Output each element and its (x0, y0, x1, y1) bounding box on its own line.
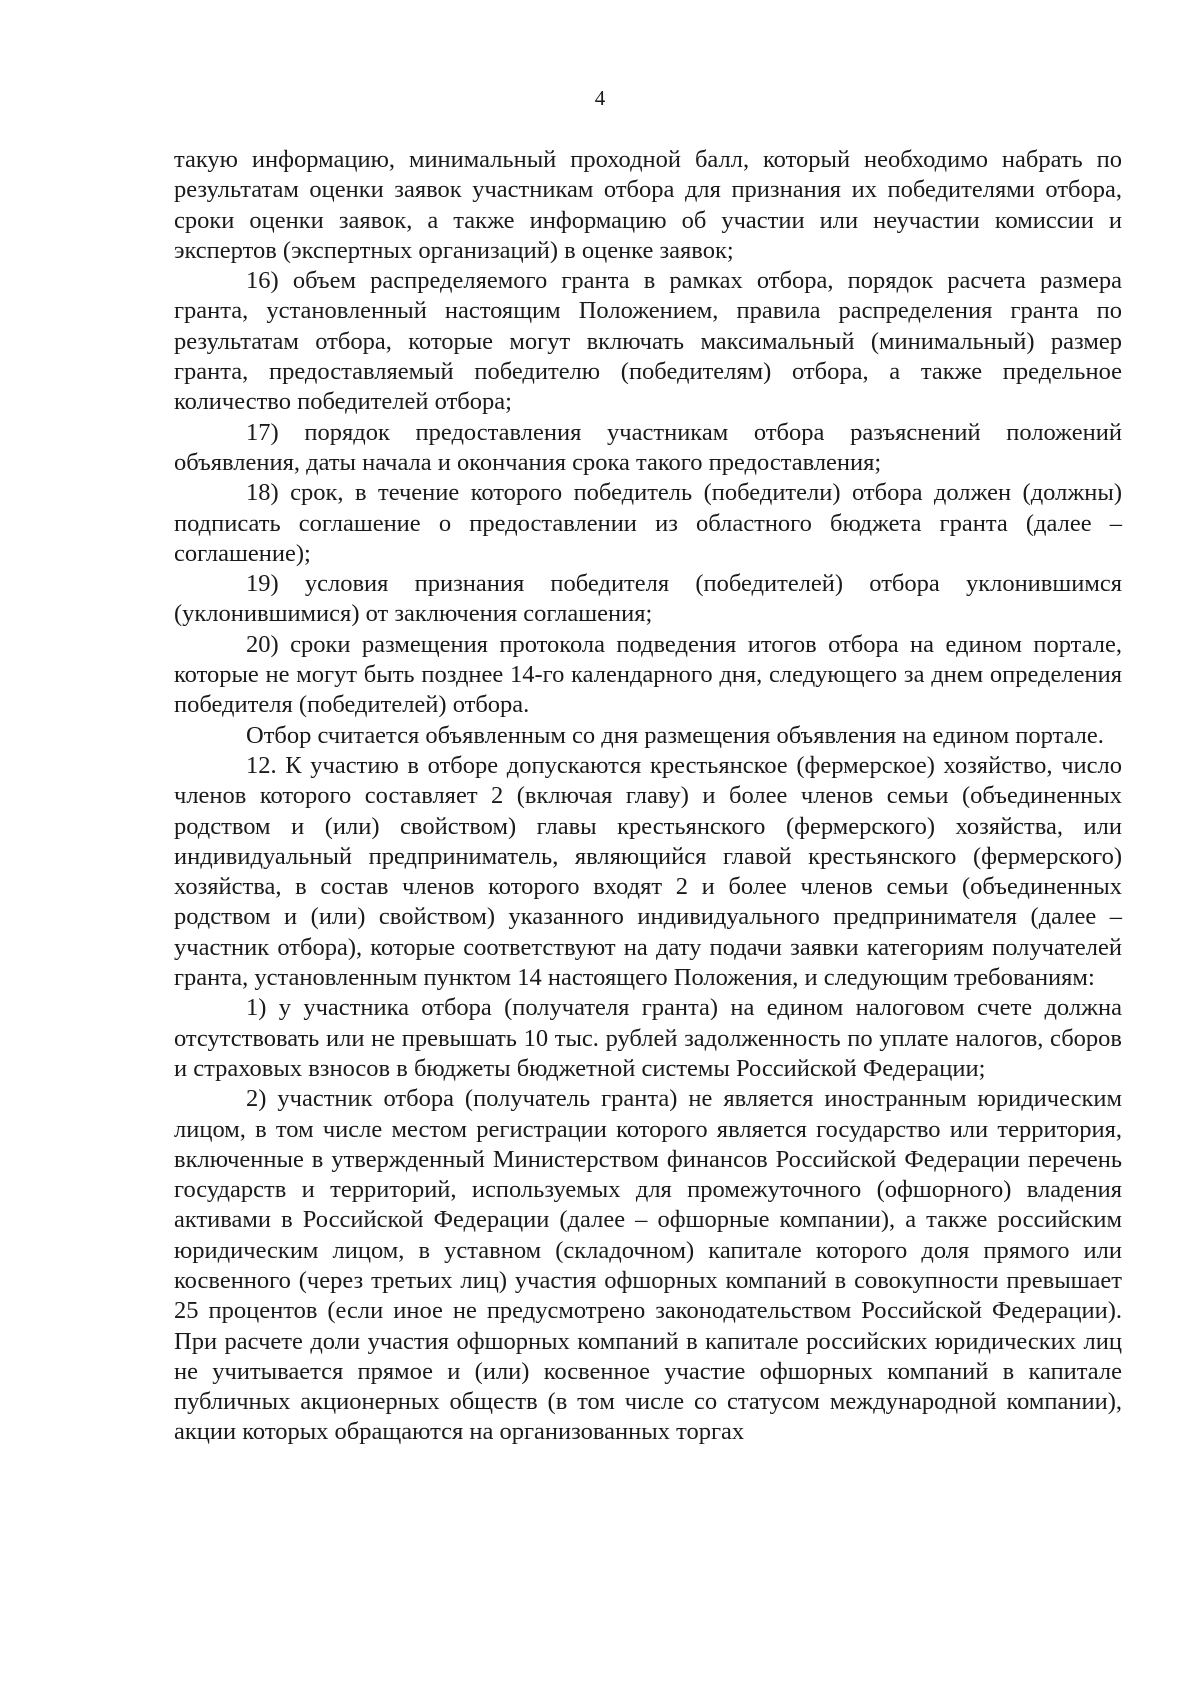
paragraph: 16) объем распределяемого гранта в рамках отбора, порядок расчета размера гранта, установленный настоящим Положением, правила распределения гранта по результатам отбора, которые могут включать максимальный (минимальный) размер гранта, предоставляемый победителю (победителям) отбора, а также предельное количество победителей отбора; (174, 267, 1122, 416)
paragraph: 1) у участника отбора (получателя гранта) на едином налоговом счете должна отсутствовать или не превышать 10 тыс. рублей задолженность по уплате налогов, сборов и страховых взносов в бюджеты бюджетной системы Российской Федерации; (174, 994, 1122, 1082)
paragraph: 17) порядок предоставления участникам отбора разъяснений положений объявления, даты начала и окончания срока такого предоставления; (174, 418, 1122, 476)
paragraph: такую информацию, минимальный проходной балл, который необходимо набрать по результатам оценки заявок участникам отбора для признания их победителями отбора, сроки оценки заявок, а также информацию об участии или неучастии комиссии и экспертов (экспертных организаций) в оценке заявок; (174, 146, 1122, 264)
paragraph: Отбор считается объявленным со дня размещения объявления на едином портале. (246, 721, 1104, 749)
paragraph: 18) срок, в течение которого победитель (победители) отбора должен (должны) подписать соглашение о предоставлении из областного бюджета гранта (далее – соглашение); (174, 479, 1122, 567)
page-number: 4 (594, 86, 606, 110)
paragraph: 12. К участию в отборе допускаются крестьянское (фермерское) хозяйство, число членов которого составляет 2 (включая главу) и более членов семьи (объединенных родством и (или) свойством) главы крестьянского (фермерского) хозяйства, или индивидуальный предприниматель, являющийся главой крестьянского (фермерского) хозяйства, в состав членов которого входят 2 и более членов семьи (объединенных родством и (или) свойством) указанного индивидуального предпринимателя (далее – участник отбора), которые соответствуют на дату подачи заявки категориям получателей гранта, установленным пунктом 14 настоящего Положения, и следующим требованиям: (174, 751, 1122, 992)
paragraph: 2) участник отбора (получатель гранта) не является иностранным юридическим лицом, в том числе местом регистрации которого является государство или территория, включенные в утвержденный Министерством финансов Российской Федерации перечень государств и территорий, используемых для промежуточного (офшорного) владения активами в Российской Федерации (далее – офшорные компании), а также российским юридическим лицом, в уставном (складочном) капитале которого доля прямого или косвенного (через третьих лиц) участия офшорных компаний в совокупности превышает 25 процентов (если иное не предусмотрено законодательством Российской Федерации). При расчете доли участия офшорных компаний в капитале российских юридических лиц не учитывается прямое и (или) косвенное участие офшорных компаний в капитале публичных акционерных обществ (в том числе со статусом международной компании), акции которых обращаются на организованных торгах (174, 1085, 1122, 1446)
document-body (174, 145, 1122, 1448)
paragraph: 19) условия признания победителя (победителей) отбора уклонившимся (уклонившимися) от заключения соглашения; (174, 570, 1122, 628)
paragraph: 20) сроки размещения протокола подведения итогов отбора на едином портале, которые не могут быть позднее 14-го календарного дня, следующего за днем определения победителя (победителей) отбора. (174, 630, 1122, 719)
